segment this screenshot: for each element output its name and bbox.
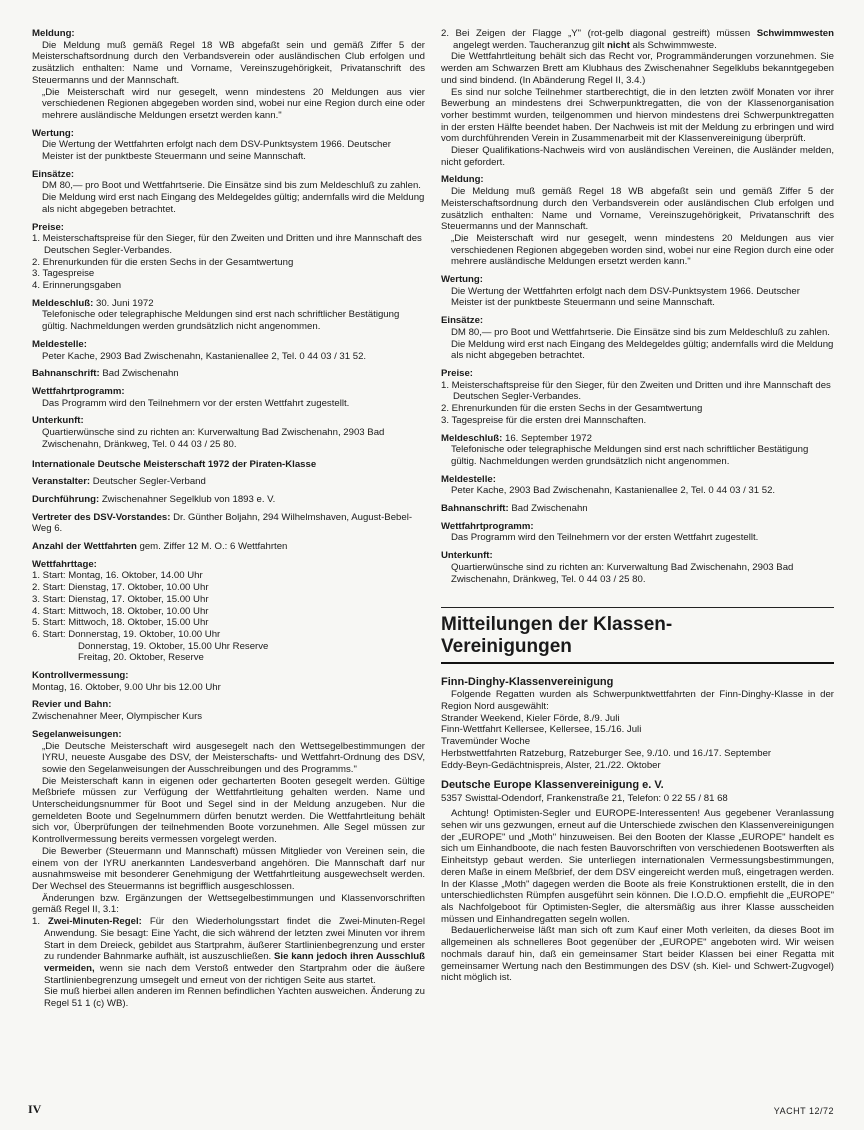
list-item: 4. Erinnerungsgaben bbox=[32, 280, 122, 292]
wertung-text: Die Wertung der Wettfahrten erfolgt nach dem DSV-Punktsystem 1966. Deutscher Meister ist der punktbeste Steuermann und seine Mannschaft. bbox=[42, 139, 391, 163]
segel-text-2: Die Bewerber (Steuermann und Mannschaft) müssen Mitglieder von Vereinen sein, die einem von der IYRU anerkannten Landesverband angehören. Die Mannschaft darf nur ausnahmsweise mit besonderer Genehmigung der Wettfahrtleitung ausgewechselt werden. Der Wechsel des Steuermanns ist begrifflich ausgeschlossen. bbox=[32, 845, 425, 892]
meldeschluss-date: 16. September 1972 bbox=[502, 432, 592, 444]
list-item: 1. Start: Montag, 16. Oktober, 14.00 Uhr bbox=[32, 570, 203, 582]
meldung-quote: „Die Meisterschaft wird nur gesegelt, wenn mindestens 20 Meldungen aus vier verschiedenen Regionen abgegeben worden sind, wobei nur eine Region durch eine oder mehrere ausländische Meldungen ersetzt werden kann." bbox=[451, 232, 834, 268]
list-item: Strander Weekend, Kieler Förde, 8./9. Juli bbox=[441, 712, 620, 724]
zwei-minuten-regel bbox=[32, 916, 425, 986]
magazine-issue: YACHT 12/72 bbox=[773, 1106, 834, 1116]
flagge-text bbox=[441, 28, 834, 51]
meldeschluss-heading: Meldeschluß: bbox=[441, 432, 503, 444]
list-item: Eddy-Beyn-Gedächtnispreis, Alster, 21./22. Oktober bbox=[441, 759, 661, 771]
page-number: IV bbox=[28, 1102, 42, 1116]
einsaetze-heading: Einsätze: bbox=[32, 168, 75, 180]
flagge-part-3: als Schwimmweste. bbox=[629, 39, 717, 51]
bahnanschrift-line bbox=[32, 368, 425, 380]
flagge-bold-2: nicht bbox=[606, 39, 630, 51]
zwei-text-2: wenn sie nach dem Verstoß entweder den Startprahm oder die äußere Startlinienbegrenzung umsegelt und erneut von der richtigen Seite aus startet. bbox=[44, 962, 425, 986]
europe-text-1: Achtung! Optimisten-Segler und EUROPE-Interessenten! Aus gegebener Veranlassung sehen wir uns gezwungen, erneut auf die Unterschiede zwischen den Klassenvereinigungen der „EUROPE" und „Moth" hinzuweisen. Bei den Booten der Klasse „EUROPE" handelt es sich um Einhandboote, die nach festen Bauvorschriften von verschiedenen Bootswerften als Einheitstyp gebaut werden. Sie unterliegen internationalen Vermessungsbestimmungen, deren Maße in einem Meßbrief, der dem DSV eingereicht werden muß, eingetragen werden. In der Klasse „Moth" dagegen werden die Boote als freie Konstruktionen erstellt, die in den unterschiedlichsten Rümpfen ausgeführt sein können. Die I.O.D.O. empfiehlt die „EUROPE" als Nachfolgeboot für Optimisten-Segler, die altersmäßig aus ihrer Klasse ausscheiden müssen und Einhandregatten segeln wollen. bbox=[441, 808, 834, 925]
meldeschluss-text: Telefonische oder telegraphische Meldungen sind erst nach schriftlicher Bestätigung gültig. Nachmeldungen werden grundsätzlich nicht angenommen. bbox=[42, 309, 400, 333]
bahnanschrift-heading: Bahnanschrift: bbox=[441, 503, 509, 515]
tage-list bbox=[32, 570, 425, 664]
preise-heading: Preise: bbox=[441, 367, 473, 379]
unterkunft-text: Quartierwünsche sind zu richten an: Kurverwaltung Bad Zwischenahn, 2903 Bad Zwischenahn, Dränkweg, Tel. 0 44 03 / 25 80. bbox=[451, 561, 794, 585]
veranstalter-line bbox=[32, 476, 425, 488]
europe-heading: Deutsche Europe Klassenvereinigung e. V. bbox=[441, 779, 664, 792]
finn-list bbox=[441, 713, 834, 772]
list-item: 2. Ehrenurkunden für die ersten Sechs in der Gesamtwertung bbox=[32, 256, 294, 268]
finn-text: Folgende Regatten wurden als Schwerpunktwettfahrten der Finn-Dinghy-Klasse in der Region Nord ausgewählt: bbox=[441, 689, 834, 713]
segel-quote: „Die Deutsche Meisterschaft wird ausgesegelt nach den Wettsegelbestimmungen der IYRU, neueste Ausgabe des DSV, der Meisterschafts- und Wettfahrt-Ordnung des DSV, sowie den Segelanweisungen der Ausschreibungen und des Programms." bbox=[42, 740, 425, 775]
meldeschluss-heading: Meldeschluß: bbox=[32, 297, 94, 309]
list-item: 6. Start: Donnerstag, 19. Oktober, 10.00 Uhr bbox=[32, 628, 221, 640]
list-item: Donnerstag, 19. Oktober, 15.00 Uhr Reserve bbox=[78, 640, 269, 652]
left-column bbox=[32, 28, 425, 1010]
list-item: 3. Start: Dienstag, 17. Oktober, 15.00 Uhr bbox=[32, 593, 209, 605]
flagge-part-2: angelegt werden. Taucheranzug gilt bbox=[453, 39, 607, 51]
bahnanschrift-line bbox=[441, 503, 834, 515]
einsaetze-text: DM 80,— pro Boot und Wettfahrtserie. Die Einsätze sind bis zum Meldeschluß zu zahlen. Die Meldung wird erst nach Eingang des Meldegeldes gültig; andernfalls wird die Meldung als nicht abgegeben betrachtet. bbox=[451, 326, 834, 362]
veranstalter-heading: Veranstalter: bbox=[32, 476, 91, 488]
section-divider bbox=[441, 607, 834, 608]
zwei-number: 1. bbox=[32, 916, 49, 928]
section-title-line-2: Vereinigungen bbox=[441, 636, 572, 658]
meldung-heading: Meldung: bbox=[441, 174, 484, 186]
meldestelle-heading: Meldestelle: bbox=[441, 473, 496, 485]
preise-heading: Preise: bbox=[32, 221, 64, 233]
europe-address: 5357 Swisttal-Odendorf, Frankenstraße 21, Telefon: 0 22 55 / 81 68 bbox=[441, 792, 728, 804]
finn-heading: Finn-Dinghy-Klassenvereinigung bbox=[441, 675, 614, 688]
meldestelle-text: Peter Kache, 2903 Bad Zwischenahn, Kastanienallee 2, Tel. 0 44 03 / 31 52. bbox=[451, 485, 776, 497]
revier-text: Zwischenahner Meer, Olympischer Kurs bbox=[32, 711, 203, 723]
programm-text: Das Programm wird den Teilnehmern vor der ersten Wettfahrt zugestellt. bbox=[451, 532, 759, 544]
vertreter-heading: Vertreter des DSV-Vorstandes: bbox=[32, 511, 171, 523]
segel-text-3: Änderungen bzw. Ergänzungen der Wettsegelbestimmungen und Klassenvorschriften gemäß Regel II, 3.1: bbox=[32, 892, 425, 916]
list-item: 2. Ehrenurkunden für die ersten Sechs in der Gesamtwertung bbox=[441, 403, 703, 415]
meldung-quote: „Die Meisterschaft wird nur gesegelt, wenn mindestens 20 Meldungen aus vier verschiedenen Regionen abgegeben worden sind, wobei nur eine Region durch eine oder mehrere ausländische Meldungen ersetzt werden kann." bbox=[42, 86, 425, 121]
qualifikation-text: Dieser Qualifikations-Nachweis wird von ausländischen Vereinen, die Ausländer melden, nicht gefordert. bbox=[441, 145, 834, 168]
meldung-text: Die Meldung muß gemäß Regel 18 WB abgefaßt sein und gemäß Ziffer 5 der Meisterschaftsordnung durch den Verbandsverein oder ausländischen Club erfolgen und zusätzlich enthalten: Name und Vorname, Vereinszugehörigkeit, Privatanschrift des Steuermanns und der Mannschaft. bbox=[441, 186, 834, 233]
revier-heading: Revier und Bahn: bbox=[32, 699, 112, 711]
anzahl-heading: Anzahl der Wettfahrten bbox=[32, 541, 137, 553]
bahnanschrift-value: Bad Zwischenahn bbox=[99, 368, 179, 380]
meldeschluss-line bbox=[441, 433, 834, 445]
list-item: Finn-Wettfahrt Kellersee, Kellersee, 15./16. Juli bbox=[441, 724, 642, 736]
list-item: 3. Tagespreise für die ersten drei Mannschaften. bbox=[441, 414, 647, 426]
meldung-heading: Meldung: bbox=[32, 28, 75, 39]
list-item: Freitag, 20. Oktober, Reserve bbox=[78, 652, 204, 664]
meldeschluss-text: Telefonische oder telegraphische Meldungen sind erst nach schriftlicher Bestätigung gültig. Nachmeldungen werden grundsätzlich nicht angenommen. bbox=[451, 444, 809, 467]
meldeschluss-line bbox=[32, 298, 425, 310]
durchfuehrung-heading: Durchführung: bbox=[32, 493, 100, 505]
veranstalter-value: Deutscher Segler-Verband bbox=[90, 476, 206, 488]
zwei-title: Zwei-Minuten-Regel: bbox=[48, 916, 142, 928]
preise-list bbox=[441, 380, 834, 427]
meldestelle-heading: Meldestelle: bbox=[32, 338, 87, 350]
wettfahrtleitung-text: Die Wettfahrtleitung behält sich das Recht vor, Programmänderungen vorzunehmen. Sie werden am Schwarzen Brett am Klubhaus des Zwischenahner Segelklubs bekanntgegeben und sind bindend. (In Abänderung Regel II, 3.4.) bbox=[441, 51, 834, 86]
right-column bbox=[441, 28, 834, 984]
europe-text-2: Bedauerlicherweise läßt man sich oft zum Kauf einer Moth verleiten, da dieses Boot im allgemeinen als schnelleres Boot gegenüber der „EUROPE" angeboten wird. Wir weisen nochmals darauf hin, daß ein gemeinsamer Start beider Klassen bei einer Regatta mit gemeinsamer Wertung nach den Bestimmungen des DSV (sh. Kiel- und Schwert-Zugvogel) nicht möglich ist. bbox=[441, 925, 834, 984]
einsaetze-text: DM 80,— pro Boot und Wettfahrtserie. Die Einsätze sind bis zum Meldeschluß zu zahlen. Die Meldung wird erst nach Eingang des Meldegeldes gültig; andernfalls wird die Meldung als nicht abgegeben betrachtet. bbox=[42, 180, 425, 215]
list-item: 4. Start: Mittwoch, 18. Oktober, 10.00 Uhr bbox=[32, 605, 209, 617]
flagge-part-1: 2. Bei Zeigen der Flagge „Y" (rot-gelb diagonal gestreift) müssen bbox=[441, 28, 757, 39]
list-item: 3. Tagespreise bbox=[32, 268, 95, 280]
bahnanschrift-value: Bad Zwischenahn bbox=[508, 503, 588, 515]
tage-heading: Wettfahrttage: bbox=[32, 558, 97, 570]
meldung-text: Die Meldung muß gemäß Regel 18 WB abgefaßt sein und gemäß Ziffer 5 der Meisterschaftsordnung durch den Verbandsverein oder ausländischen Club erfolgen und zusätzlich enthalten: Name und Vorname, Vereinszugehörigkeit, Privatanschrift des Steuermanns und der Mannschaft. bbox=[32, 39, 425, 86]
vertreter-value: Dr. Günther Boljahn, 294 Wilhelmshaven, August-Bebel-Weg 6. bbox=[32, 511, 413, 535]
kontroll-text: Montag, 16. Oktober, 9.00 Uhr bis 12.00 Uhr bbox=[32, 681, 221, 693]
wertung-heading: Wertung: bbox=[441, 274, 483, 286]
list-item: 1. Meisterschaftspreise für den Sieger, für den Zweiten und Dritten und ihre Mannschaft des Deutschen Segler-Verbandes. bbox=[32, 233, 422, 256]
kontroll-heading: Kontrollvermessung: bbox=[32, 670, 129, 682]
list-item: Herbstwettfahrten Ratzeburg, Ratzeburger See, 9./10. und 16./17. September bbox=[441, 747, 772, 759]
vertreter-line bbox=[32, 512, 425, 535]
zwei-bold-2: Sie kann jedoch ihren Ausschluß vermeiden, bbox=[44, 951, 425, 974]
segel-heading: Segelanweisungen: bbox=[32, 728, 122, 740]
durchfuehrung-value: Zwischenahner Segelklub von 1893 e. V. bbox=[99, 493, 276, 505]
programm-heading: Wettfahrtprogramm: bbox=[441, 520, 534, 532]
segel-text-1: Die Meisterschaft kann in eigenen oder gecharterten Booten gesegelt werden. Gültige Meßbriefe müssen zur Verfügung der Wettfahrtleitung gehalten werden. Name und Unterscheidungsnummer für Boot und Segel sind in der Meldung anzugeben. Nur die gemeldeten Boote und Segelnummern dürfen benutzt werden. Die Wettfahrtleitung behält sich vor, Überprüfungen der teilnehmenden Boote vorzunehmen. Alle Segel müssen zur Kontrollvermessung bereits vermessen vorgelegt werden. bbox=[32, 775, 425, 846]
section-title-line-1: Mitteilungen der Klassen- bbox=[441, 614, 673, 636]
startberechtigt-text: Es sind nur solche Teilnehmer startberechtigt, die in den letzten zwölf Monaten vor ihrer Bewerbung an mindestens drei Schwerpunktregatten, die von der Klassenorganisation vorher bestimmt wurden, teilgenommen und hiervon mindestens drei Schwerpunktregatten in der ersten Hälfte beendet haben. Der Nachweis ist mit der Meldung zu erbringen und wird vom durchführenden Verein in Zusammenarbeit mit der Klassenvereinigung überprüft. bbox=[441, 86, 834, 145]
meldeschluss-date: 30. Juni 1972 bbox=[93, 297, 154, 309]
programm-text: Das Programm wird den Teilnehmern vor der ersten Wettfahrt zugestellt. bbox=[42, 397, 350, 409]
meldestelle-text: Peter Kache, 2903 Bad Zwischenahn, Kastanienallee 2, Tel. 0 44 03 / 31 52. bbox=[42, 350, 367, 362]
unterkunft-heading: Unterkunft: bbox=[441, 550, 493, 562]
unterkunft-heading: Unterkunft: bbox=[32, 415, 84, 427]
piraten-heading: Internationale Deutsche Meisterschaft 1972 der Piraten-Klasse bbox=[32, 458, 317, 470]
preise-list bbox=[32, 233, 425, 292]
anzahl-line bbox=[32, 541, 425, 553]
einsaetze-heading: Einsätze: bbox=[441, 315, 484, 327]
zwei-text-1: Für den Wiederholungsstart findet die Zwei-Minuten-Regel Anwendung. Sie besagt: Eine Yacht, die sich während der letzten zwei Minuten vor ihrem Start in dem Dreieck, gebildet aus Startprahm, äußerer Startlinienbegrenzung und erster zu rundender Bahnmarke aufhält, ist auszuschließen. bbox=[44, 916, 425, 963]
section-title bbox=[441, 614, 834, 664]
flagge-bold-1: Schwimmwesten bbox=[756, 28, 834, 39]
durchfuehrung-line bbox=[32, 494, 425, 506]
list-item: 5. Start: Mittwoch, 18. Oktober, 15.00 Uhr bbox=[32, 617, 209, 629]
bahnanschrift-heading: Bahnanschrift: bbox=[32, 368, 100, 380]
wertung-text: Die Wertung der Wettfahrten erfolgt nach dem DSV-Punktsystem 1966. Deutscher Meister ist der punktbeste Steuermann und seine Mannschaft. bbox=[451, 285, 800, 309]
unterkunft-text: Quartierwünsche sind zu richten an: Kurverwaltung Bad Zwischenahn, 2903 Bad Zwischenahn, Dränkweg, Tel. 0 44 03 / 25 80. bbox=[42, 427, 385, 450]
list-item: 1. Meisterschaftspreise für den Sieger, für den Zweiten und Dritten und ihre Mannschaft des Deutschen Segler-Verbandes. bbox=[441, 379, 831, 403]
list-item: Travemünder Woche bbox=[441, 736, 531, 748]
wertung-heading: Wertung: bbox=[32, 127, 74, 139]
programm-heading: Wettfahrtprogramm: bbox=[32, 385, 125, 397]
anzahl-value: gem. Ziffer 12 M. O.: 6 Wettfahrten bbox=[136, 541, 288, 553]
list-item: 2. Start: Dienstag, 17. Oktober, 10.00 Uhr bbox=[32, 582, 209, 594]
zwei-note: Sie muß hierbei allen anderen im Rennen befindlichen Yachten ausweichen. Änderung zu Regel 51 1 (c) WB). bbox=[44, 986, 425, 1010]
